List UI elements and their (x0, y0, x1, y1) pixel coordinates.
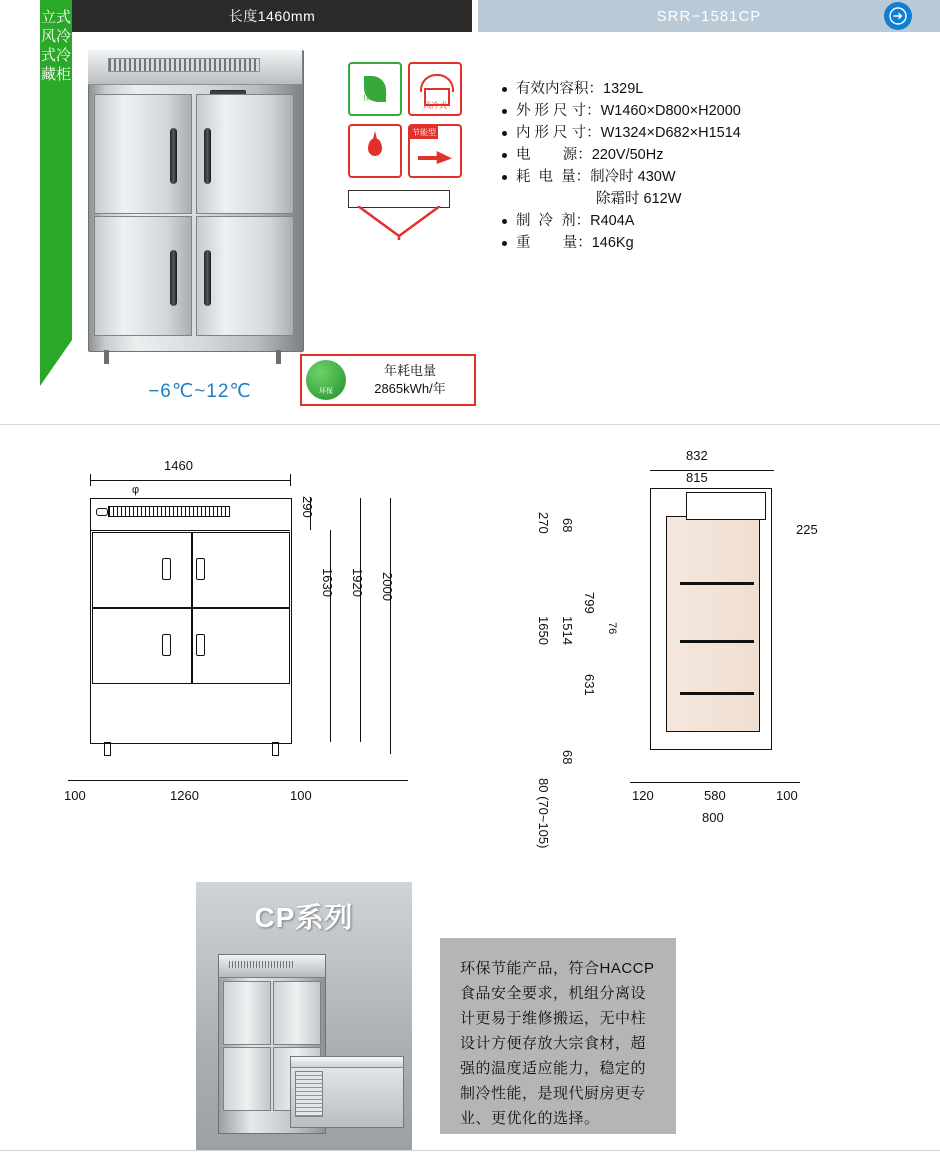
dim-side-120: 120 (632, 788, 654, 803)
cabinet-leg (104, 350, 109, 364)
series-counter-grille (295, 1071, 323, 1117)
dim-side-1650: 1650 (536, 616, 551, 645)
dim-side-100: 100 (776, 788, 798, 803)
insulation-material-icon (348, 62, 402, 116)
front-door-handle (196, 558, 205, 580)
spec-item: 电 源：220V/50Hz (500, 144, 900, 166)
front-vent-grille (108, 506, 230, 517)
shelf-icon (348, 190, 448, 242)
series-door (273, 981, 321, 1045)
dim-side-631: 631 (582, 674, 597, 696)
dim-side-270: 270 (536, 512, 551, 534)
side-shelf (680, 582, 754, 585)
category-side-tab-label: 立式风冷式冷藏柜 (40, 9, 71, 83)
series-door (223, 1047, 271, 1111)
spec-item: 外 形 尺 寸：W1460×D800×H2000 (500, 100, 900, 122)
dim-front-2000: 2000 (380, 572, 395, 601)
door-handle (170, 250, 177, 306)
spec-item: 内 形 尺 寸：W1324×D682×H1514 (500, 122, 900, 144)
dim-side-1514: 1514 (560, 616, 575, 645)
annual-energy-text (346, 362, 474, 398)
side-shelf (680, 640, 754, 643)
dim-front-1260: 1260 (170, 788, 199, 803)
dim-front-1630: 1630 (320, 568, 335, 597)
cabinet-vent-grille (108, 58, 260, 72)
dim-side-815: 815 (686, 470, 708, 485)
spec-item: 有效内容积：1329L (500, 78, 900, 100)
annual-energy-value: 2865kWh/年 (374, 381, 446, 396)
specification-list (500, 78, 900, 254)
front-door (92, 532, 192, 608)
top-banner (0, 0, 940, 32)
annual-energy-title: 年耗电量 (383, 363, 436, 378)
globe-icon (306, 360, 346, 400)
dim-side-800: 800 (702, 810, 724, 825)
front-leg (104, 742, 111, 756)
series-cabinet-top (219, 955, 325, 978)
dim-front-phi: φ (132, 484, 140, 496)
front-door-handle (196, 634, 205, 656)
side-interior-cavity (666, 516, 760, 732)
dim-front-1920: 1920 (350, 568, 365, 597)
globe-icon-label: 环保 (319, 388, 333, 395)
energy-saving-icon-label: 节能型 (412, 128, 436, 137)
section-divider (0, 424, 940, 425)
dim-side-leg: 80 (70~105) (536, 778, 551, 849)
spec-item: 重 量：146Kg (500, 232, 900, 254)
product-description: 环保节能产品，符合HACCP食品安全要求，机组分离设计更易于维修搬运，无中柱设计方便存放大宗食材，超强的温度适应能力，稳定的制冷性能，是现代厨房更专业、更优化的选择。 (440, 938, 676, 1134)
dim-side-68-bottom: 68 (560, 750, 575, 765)
footer-rule (0, 1150, 940, 1151)
front-control-knob (96, 508, 108, 516)
dim-side-832: 832 (686, 448, 708, 463)
spec-item-continuation: 除霜时 612W (596, 191, 682, 207)
series-door (223, 981, 271, 1045)
front-door-handle (162, 558, 171, 580)
spec-item: 制 冷 剂：R404A (500, 210, 900, 232)
length-label: 长度1460mm (72, 0, 472, 32)
model-label: SRR−1581CP (478, 0, 940, 32)
cabinet-door (94, 216, 192, 336)
energy-saving-icon (408, 124, 462, 178)
arrow-circle-icon (884, 2, 912, 30)
dim-front-width: 1460 (164, 458, 193, 473)
cabinet-leg (276, 350, 281, 364)
dim-front-left-100: 100 (64, 788, 86, 803)
product-photo (80, 38, 310, 358)
front-door (92, 608, 192, 684)
series-cabinet-vent (229, 961, 295, 968)
category-side-tab-tail (40, 340, 72, 386)
annual-energy-badge (300, 354, 476, 406)
series-title: CP系列 (254, 902, 354, 933)
side-shelf (680, 692, 754, 695)
door-handle (204, 250, 211, 306)
dim-side-68-top: 68 (560, 518, 575, 533)
air-cooling-icon (408, 62, 462, 116)
dim-front-290: 290 (300, 496, 315, 518)
front-leg (272, 742, 279, 756)
front-door-handle (162, 634, 171, 656)
temperature-range: −6℃~12℃ (148, 381, 252, 402)
series-counter-unit (290, 1056, 404, 1128)
insulation-material-icon-label: 保温材 (363, 93, 387, 102)
spec-item: 耗 电 量：制冷时 430W (500, 166, 900, 188)
door-handle (170, 128, 177, 184)
category-side-tab (40, 0, 72, 340)
dim-side-76: 76 (606, 622, 618, 635)
dim-front-right-100: 100 (290, 788, 312, 803)
front-view-drawing (60, 440, 440, 840)
side-view-drawing (520, 430, 920, 860)
dim-side-799: 799 (582, 592, 597, 614)
front-door (192, 608, 290, 684)
compressor-unit (686, 492, 766, 520)
front-door (192, 532, 290, 608)
door-handle (204, 128, 211, 184)
air-cooling-icon-label: 风冷式 (423, 101, 447, 110)
water-drop-icon (348, 124, 402, 178)
series-counter-top (291, 1057, 403, 1068)
dim-side-225: 225 (796, 522, 818, 537)
cabinet-door (94, 94, 192, 214)
series-photo (196, 882, 412, 1150)
dim-side-580: 580 (704, 788, 726, 803)
